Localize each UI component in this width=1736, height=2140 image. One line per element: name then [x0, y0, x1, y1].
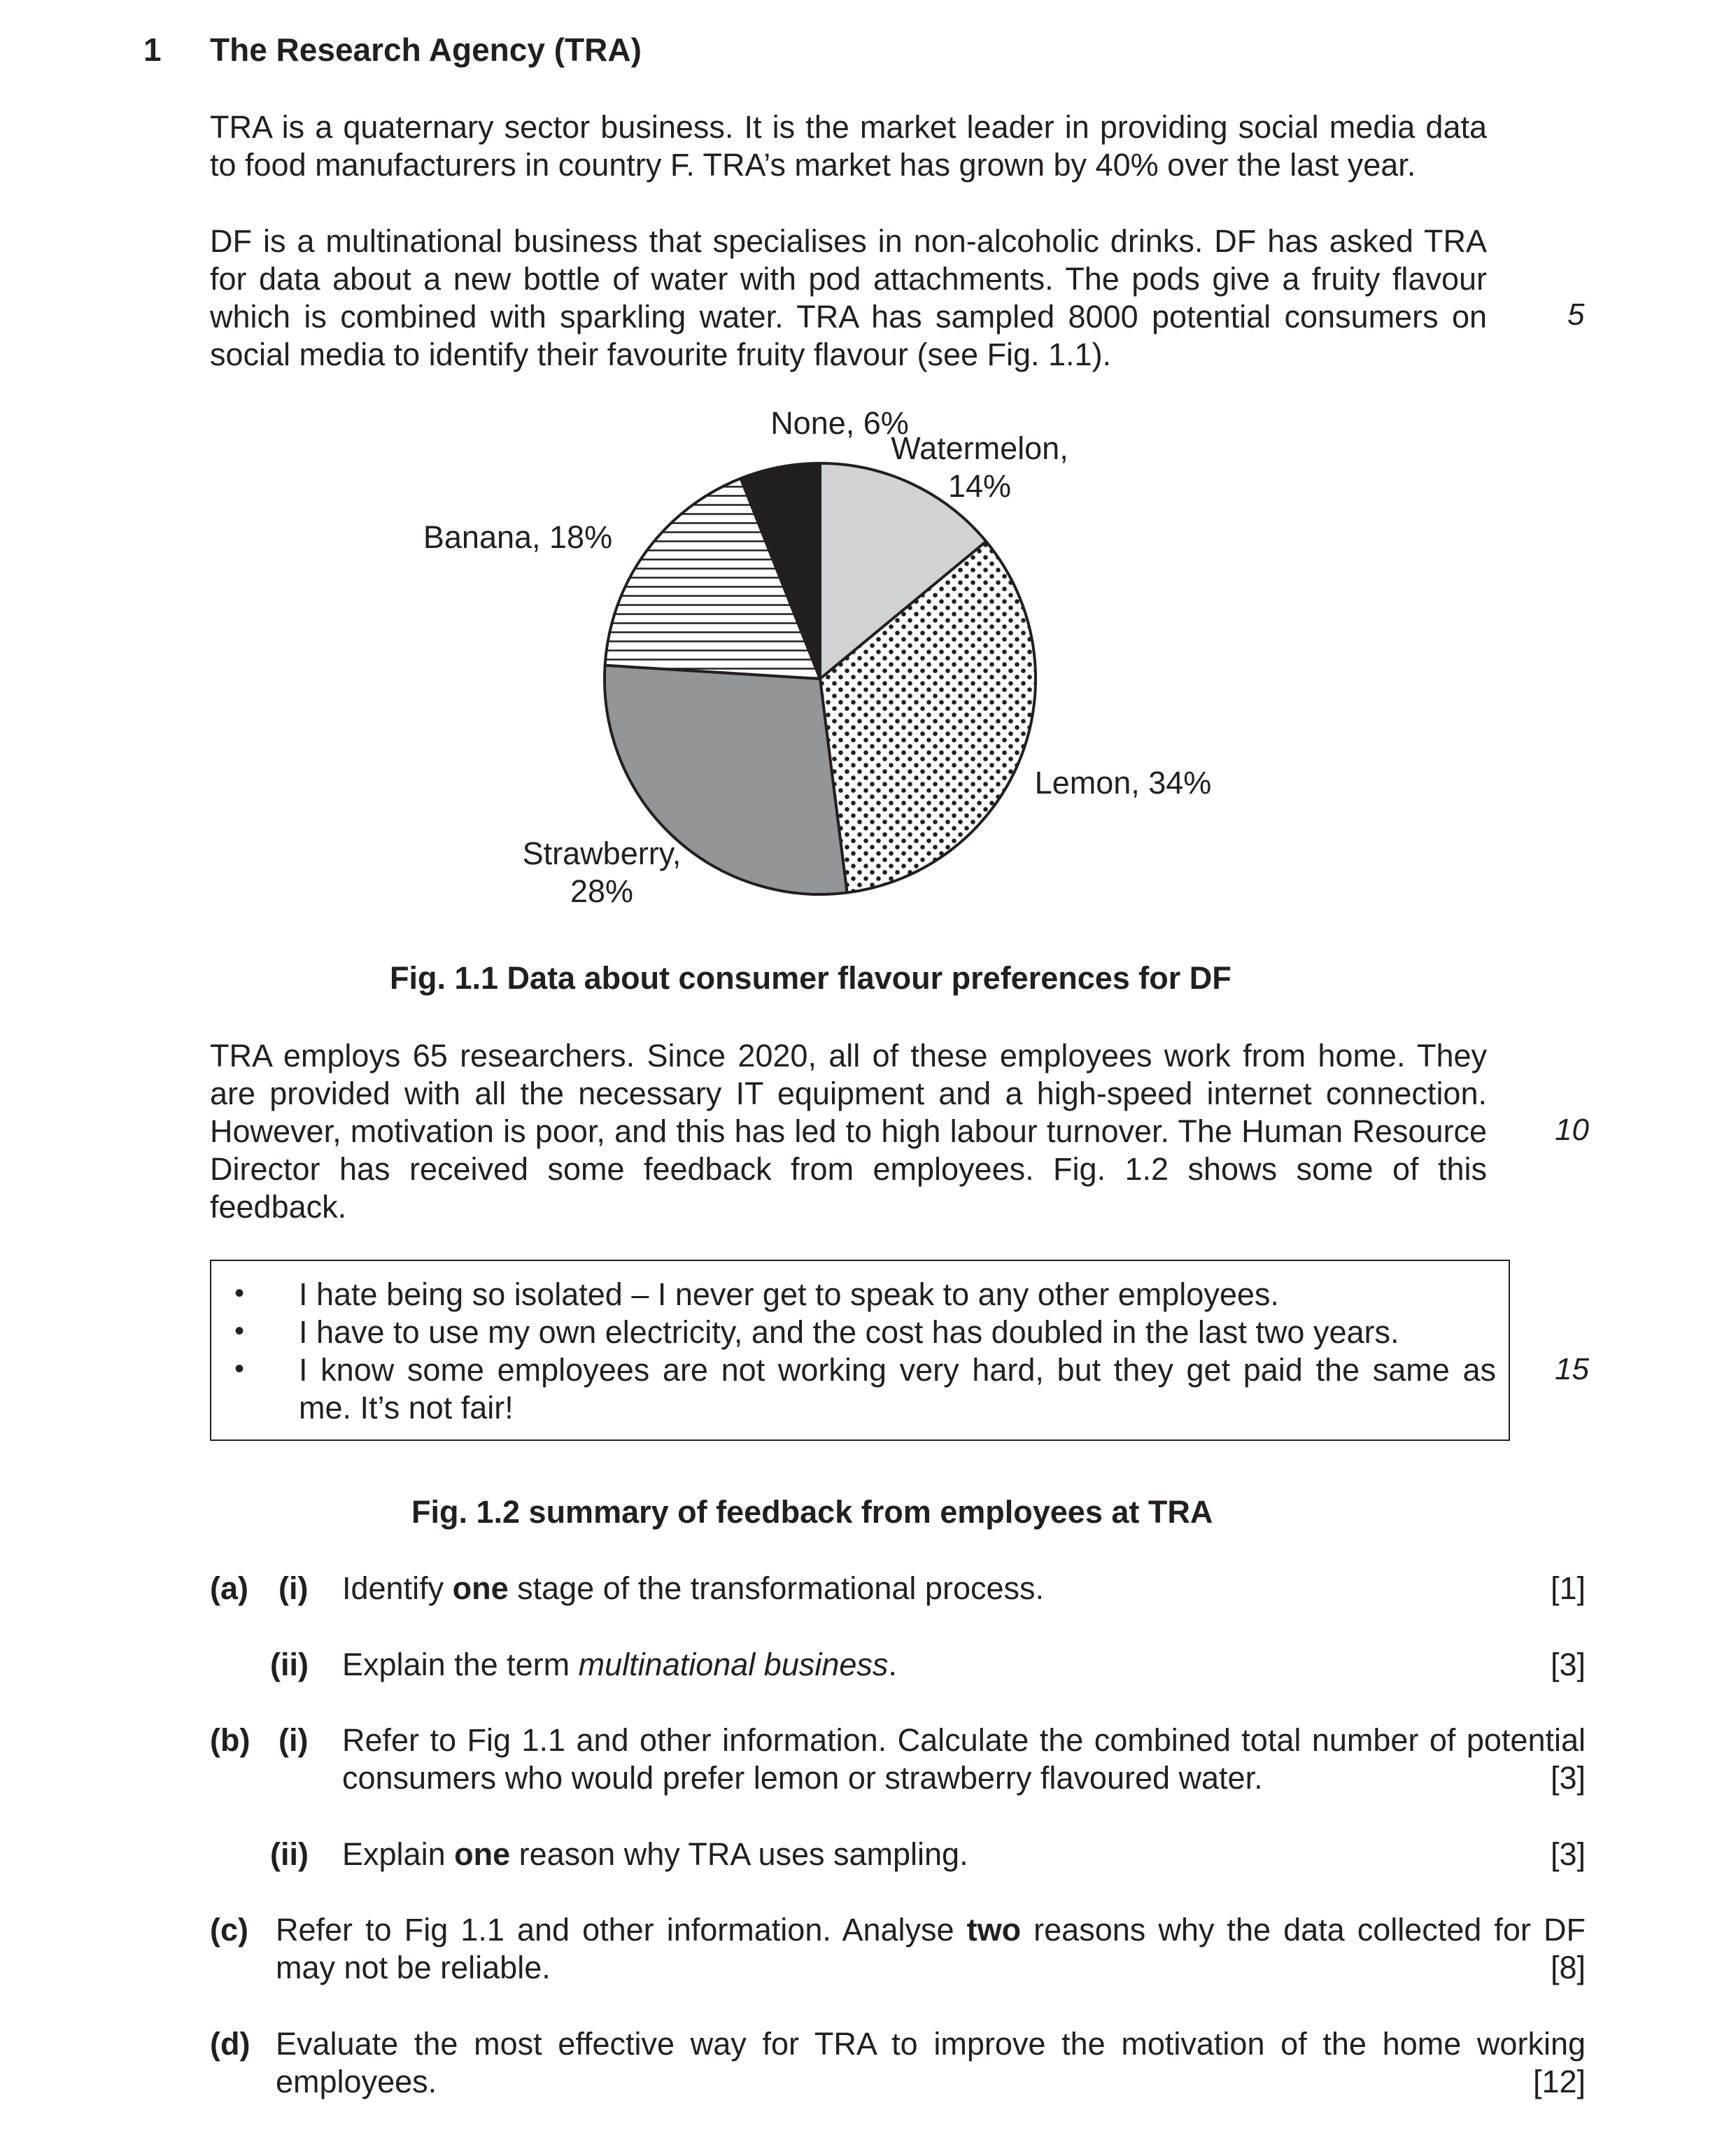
part-b-i-text-line-1: Refer to Fig 1.1 and other information. Calculate the combined total number of potential: [342, 1722, 1586, 1758]
part-d-label: (d): [210, 2026, 250, 2062]
line-number-5: 5: [1567, 297, 1585, 332]
feedback-item-3: I know some employees are not working very hard, but they get paid the same as: [299, 1352, 1496, 1388]
part-b-i-text-line-2: consumers who would prefer lemon or strawberry flavoured water.: [342, 1760, 1263, 1796]
paragraph-line: feedback.: [210, 1189, 347, 1225]
pie-chart: [0, 0, 1736, 980]
part-b-ii-text: Explain one reason why TRA uses sampling.: [342, 1836, 968, 1872]
pie-label-none: None, 6%: [770, 405, 909, 441]
paragraph-line: Director has received some feedback from employees. Fig. 1.2 shows some of this: [210, 1151, 1487, 1187]
part-a-label: (a): [210, 1570, 248, 1606]
paragraph-line: for data about a new bottle of water with pod attachments. The pods give a fruity flavour: [210, 261, 1487, 297]
feedback-item-3-continued: me. It’s not fair!: [299, 1390, 514, 1426]
question-number: 1: [143, 31, 162, 68]
bullet-icon: •: [234, 1278, 245, 1309]
feedback-item-1: I hate being so isolated – I never get to speak to any other employees.: [299, 1276, 1279, 1312]
pie-label-watermelon-line-1: Watermelon,: [891, 430, 1068, 466]
part-a-i-label: (i): [278, 1570, 309, 1606]
bullet-icon: •: [234, 1316, 245, 1346]
pie-label-strawberry-line-1: Strawberry,: [522, 836, 682, 871]
paragraph-line: to food manufacturers in country F. TRA’s market has grown by 40% over the last year.: [210, 147, 1416, 183]
part-b-i-mark: [3]: [1550, 1760, 1586, 1796]
line-number-10: 10: [1555, 1113, 1589, 1147]
part-a-ii-label: (ii): [270, 1647, 309, 1682]
part-c-text-line-1: Refer to Fig 1.1 and other information. Analyse two reasons why the data collected for DF: [276, 1912, 1586, 1948]
paragraph-line: social media to identify their favourite fruity flavour (see Fig. 1.1).: [210, 337, 1112, 372]
line-number-15: 15: [1555, 1352, 1589, 1386]
part-a-ii-text: Explain the term multinational business.: [342, 1647, 897, 1682]
part-d-text-line-2: employees.: [276, 2064, 437, 2099]
part-c-text-line-2: may not be reliable.: [276, 1950, 551, 1985]
part-b-i-label: (i): [278, 1722, 309, 1758]
pie-label-lemon: Lemon, 34%: [1034, 765, 1212, 801]
paragraph-line: TRA is a quaternary sector business. It is the market leader in providing social media data: [210, 109, 1487, 145]
question-title: The Research Agency (TRA): [210, 31, 642, 68]
part-a-ii-mark: [3]: [1550, 1647, 1586, 1682]
pie-label-banana: Banana, 18%: [423, 519, 613, 555]
paragraph-line: are provided with all the necessary IT equipment and a high-speed internet connection.: [210, 1076, 1487, 1111]
figure-1-2-caption: Fig. 1.2 summary of feedback from employees at TRA: [411, 1494, 1213, 1530]
pie-label-watermelon-line-2: 14%: [947, 468, 1012, 504]
feedback-item-2: I have to use my own electricity, and the cost has doubled in the last two years.: [299, 1314, 1399, 1350]
part-c-label: (c): [210, 1912, 248, 1948]
bullet-icon: •: [234, 1353, 245, 1384]
part-b-label: (b): [210, 1722, 250, 1758]
pie-label-strawberry-line-2: 28%: [570, 873, 634, 909]
paragraph-line: However, motivation is poor, and this has led to high labour turnover. The Human Resource: [210, 1113, 1487, 1149]
figure-1-1-caption: Fig. 1.1 Data about consumer flavour preferences for DF: [390, 960, 1232, 996]
part-c-mark: [8]: [1550, 1950, 1586, 1985]
part-d-mark: [12]: [1532, 2064, 1586, 2099]
part-d-text-line-1: Evaluate the most effective way for TRA to improve the motivation of the home working: [276, 2026, 1586, 2062]
part-b-ii-mark: [3]: [1550, 1836, 1586, 1872]
paragraph-line: DF is a multinational business that specialises in non-alcoholic drinks. DF has asked TRA: [210, 223, 1487, 259]
part-b-ii-label: (ii): [270, 1836, 309, 1872]
part-a-i-text: Identify one stage of the transformational process.: [342, 1570, 1045, 1606]
part-a-i-mark: [1]: [1550, 1570, 1586, 1606]
paragraph-line: which is combined with sparkling water. TRA has sampled 8000 potential consumers on: [210, 299, 1487, 335]
paragraph-line: TRA employs 65 researchers. Since 2020, all of these employees work from home. They: [210, 1038, 1487, 1073]
paragraph-3: [210, 1037, 1487, 1226]
